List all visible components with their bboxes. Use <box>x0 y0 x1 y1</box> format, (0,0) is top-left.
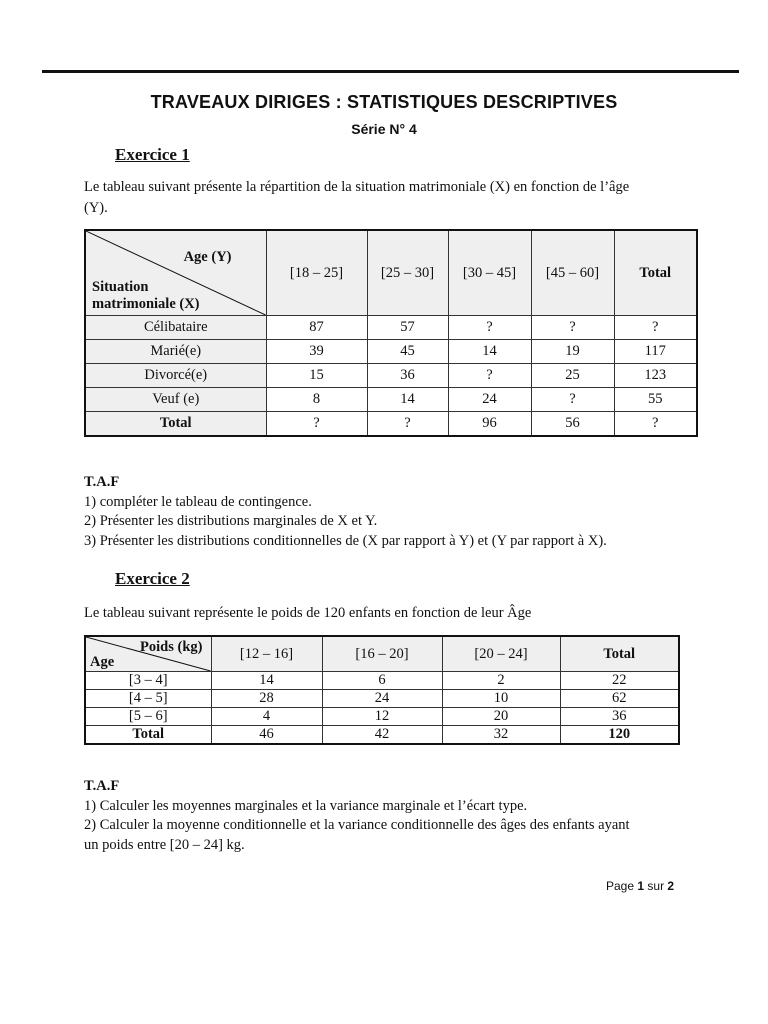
table1-cell: ? <box>531 388 614 412</box>
table2-cell: 12 <box>322 708 442 726</box>
exercise1-intro <box>84 177 629 219</box>
table1-cell: 8 <box>266 388 367 412</box>
table1-corner-bottom-line1: Situation <box>92 279 149 295</box>
table1-col-header: [30 – 45] <box>448 230 531 316</box>
table1-cell: ? <box>266 412 367 437</box>
table1-cell: 87 <box>266 316 367 340</box>
exercise2-taf-item: 2) Calculer la moyenne conditionnelle et la variance conditionnelle des âges des enfants ayant <box>84 817 630 833</box>
table1-row-label-total: Total <box>85 412 266 437</box>
table-row <box>85 340 697 364</box>
table-row <box>85 672 679 690</box>
table-row-total <box>85 412 697 437</box>
exercise2-taf-heading: T.A.F <box>84 778 120 794</box>
exercise1-taf-item: 2) Présenter les distributions marginales de X et Y. <box>84 513 378 529</box>
table1-row-label: Marié(e) <box>85 340 266 364</box>
table2-cell: 24 <box>322 690 442 708</box>
top-rule <box>42 70 739 73</box>
table2-cell: 2 <box>442 672 560 690</box>
table1-cell: ? <box>448 364 531 388</box>
table2-cell: 62 <box>560 690 679 708</box>
exercise1-intro-line2: (Y). <box>84 200 108 216</box>
table-row-total <box>85 726 679 745</box>
table2-cell: 14 <box>211 672 322 690</box>
footer-page-number: 1 <box>637 879 645 893</box>
table2-cell: 32 <box>442 726 560 745</box>
table1-cell: 19 <box>531 340 614 364</box>
table2-row-label: [4 – 5] <box>85 690 211 708</box>
exercise2-taf-item: un poids entre [20 – 24] kg. <box>84 836 245 853</box>
exercise2-intro: Le tableau suivant représente le poids de 120 enfants en fonction de leur Âge <box>84 605 532 621</box>
table2-cell: 36 <box>560 708 679 726</box>
table2-cell: 10 <box>442 690 560 708</box>
table1-cell: 14 <box>367 388 448 412</box>
table2-cell: 46 <box>211 726 322 745</box>
table1-row-label: Divorcé(e) <box>85 364 266 388</box>
table-row <box>85 708 679 726</box>
table2-cell-grand-total: 120 <box>560 726 679 745</box>
table1-cell: 96 <box>448 412 531 437</box>
table1-col-header: [45 – 60] <box>531 230 614 316</box>
table1-cell: 123 <box>614 364 697 388</box>
table1-cell: 117 <box>614 340 697 364</box>
table2-corner-cell <box>85 636 211 672</box>
table1-cell: 24 <box>448 388 531 412</box>
table1-col-header: [25 – 30] <box>367 230 448 316</box>
table1-row-label: Veuf (e) <box>85 388 266 412</box>
table1-cell: 45 <box>367 340 448 364</box>
table-row <box>85 364 697 388</box>
table2-cell: 4 <box>211 708 322 726</box>
exercise2-taf <box>84 777 630 855</box>
page-footer <box>606 879 674 893</box>
table2-col-header: [12 – 16] <box>211 636 322 672</box>
table1-col-header-total: Total <box>614 230 697 316</box>
table1-cell: 57 <box>367 316 448 340</box>
table1-cell: ? <box>367 412 448 437</box>
table1-cell: ? <box>531 316 614 340</box>
exercise1-taf <box>84 473 607 551</box>
page-subtitle: Série N° 4 <box>351 121 417 137</box>
table2-cell: 22 <box>560 672 679 690</box>
table1-cell: 55 <box>614 388 697 412</box>
table1-cell: ? <box>614 412 697 437</box>
table2-row-label-total: Total <box>85 726 211 745</box>
table1-cell: ? <box>614 316 697 340</box>
table1-cell: 36 <box>367 364 448 388</box>
page-title: TRAVEAUX DIRIGES : STATISTIQUES DESCRIPTIVES <box>150 92 618 112</box>
table1-col-header: [18 – 25] <box>266 230 367 316</box>
table-row <box>85 690 679 708</box>
table2-cell: 20 <box>442 708 560 726</box>
table1-corner-bottom-line2: matrimoniale (X) <box>92 296 200 312</box>
table2-row-label: [5 – 6] <box>85 708 211 726</box>
table1-cell: 14 <box>448 340 531 364</box>
table2-corner-top-label: Poids (kg) <box>140 639 203 655</box>
table2-corner-bottom-label: Age <box>90 654 115 670</box>
table2-cell: 6 <box>322 672 442 690</box>
table1-cell: 39 <box>266 340 367 364</box>
table1-corner-bottom-label <box>92 279 200 313</box>
table1-cell: ? <box>448 316 531 340</box>
weight-age-table <box>84 635 680 745</box>
table1-row-label: Célibataire <box>85 316 266 340</box>
table-row <box>85 388 697 412</box>
table2-col-header-total: Total <box>560 636 679 672</box>
exercise1-heading: Exercice 1 <box>115 145 190 164</box>
table1-cell: 56 <box>531 412 614 437</box>
table2-row-label: [3 – 4] <box>85 672 211 690</box>
exercise1-taf-heading: T.A.F <box>84 474 120 490</box>
table1-corner-top-label: Age (Y) <box>183 249 232 265</box>
table1-corner-cell <box>85 230 266 316</box>
exercise2-heading: Exercice 2 <box>115 569 190 588</box>
table1-cell: 25 <box>531 364 614 388</box>
table2-cell: 28 <box>211 690 322 708</box>
exercise1-taf-item: 3) Présenter les distributions conditionnelles de (X par rapport à Y) et (Y par rapport à X). <box>84 532 607 549</box>
exercise1-intro-line1: Le tableau suivant présente la répartition de la situation matrimoniale (X) en fonction de l’âge <box>84 179 630 195</box>
footer-of-word: sur <box>647 879 665 893</box>
exercise2-taf-item: 1) Calculer les moyennes marginales et la variance marginale et l’écart type. <box>84 797 528 814</box>
table2-cell: 42 <box>322 726 442 745</box>
footer-page-word: Page <box>606 879 635 893</box>
table2-col-header: [16 – 20] <box>322 636 442 672</box>
exercise1-taf-item: 1) compléter le tableau de contingence. <box>84 493 312 510</box>
table2-col-header: [20 – 24] <box>442 636 560 672</box>
footer-page-total: 2 <box>667 879 675 893</box>
table1-cell: 15 <box>266 364 367 388</box>
table-row <box>85 316 697 340</box>
contingency-table <box>84 229 698 437</box>
